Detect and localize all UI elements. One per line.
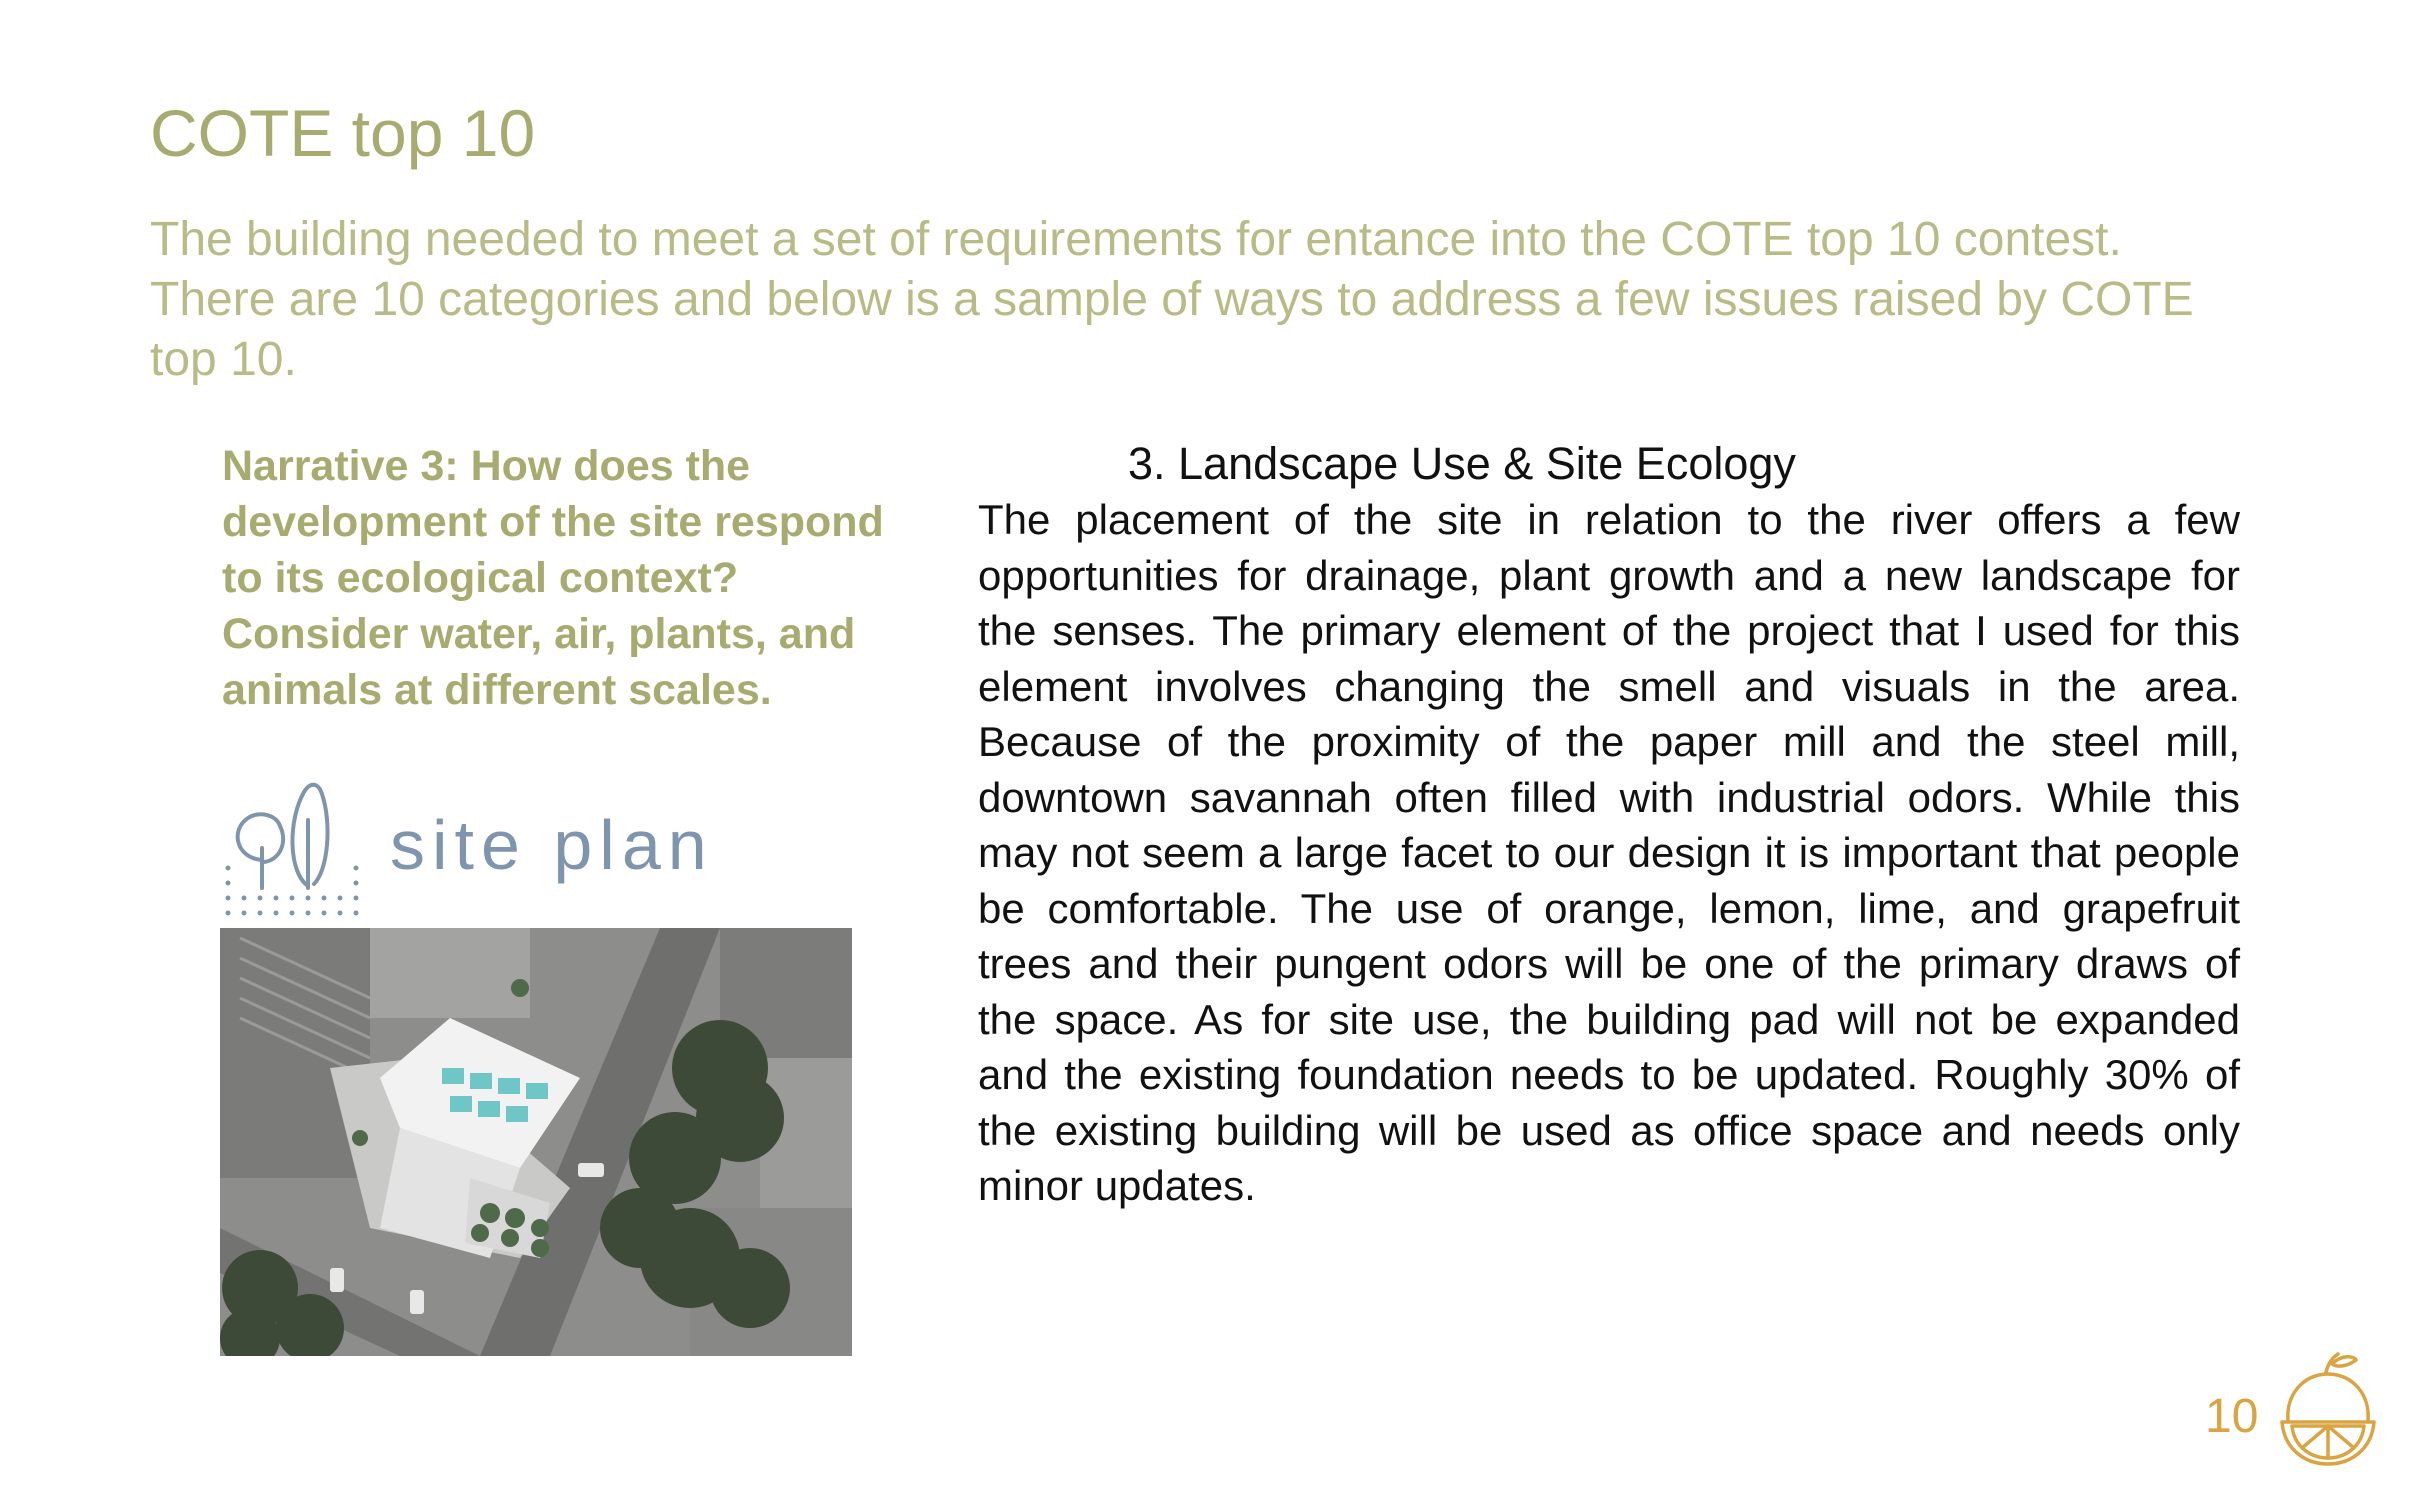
site-plan-label: site plan	[390, 806, 714, 884]
intro-paragraph: The building needed to meet a set of requirements for entance into the COTE top 10 contest. There are 10 categories and below is a sample of ways to address a few issues raised by COTE top 10.	[150, 213, 2194, 386]
site-plan-image	[220, 928, 852, 1356]
narrative-question: Narrative 3: How does the development of the site respond to its ecological context? Consider water, air, plants, and animals at different scales.	[222, 442, 884, 714]
body-paragraph: The placement of the site in relation to the river offers a few opportunities for drainage, plant growth and a new landscape for the senses. The primary element of the project that I used for this element involves changing the smell and visuals in the area. Because of the proximity of the paper mill and the steel mill, downtown savannah often filled with industrial odors. While this may not seem a large facet to our design it is important that people be comfortable. The use of orange, lemon, lime, and grapefruit trees and their pungent odors will be one of the primary draws of the space. As for site use, the building pad will not be expanded and the existing foundation needs to be updated. Roughly 30% of the existing building will be used as office space and needs only minor updates.	[978, 496, 2240, 1209]
page-number: 10	[2205, 1390, 2259, 1443]
section-heading: 3. Landscape Use & Site Ecology	[1128, 438, 1796, 489]
tree-icon	[222, 768, 362, 918]
page-title: COTE top 10	[150, 96, 536, 170]
citrus-logo-icon	[2268, 1350, 2388, 1470]
